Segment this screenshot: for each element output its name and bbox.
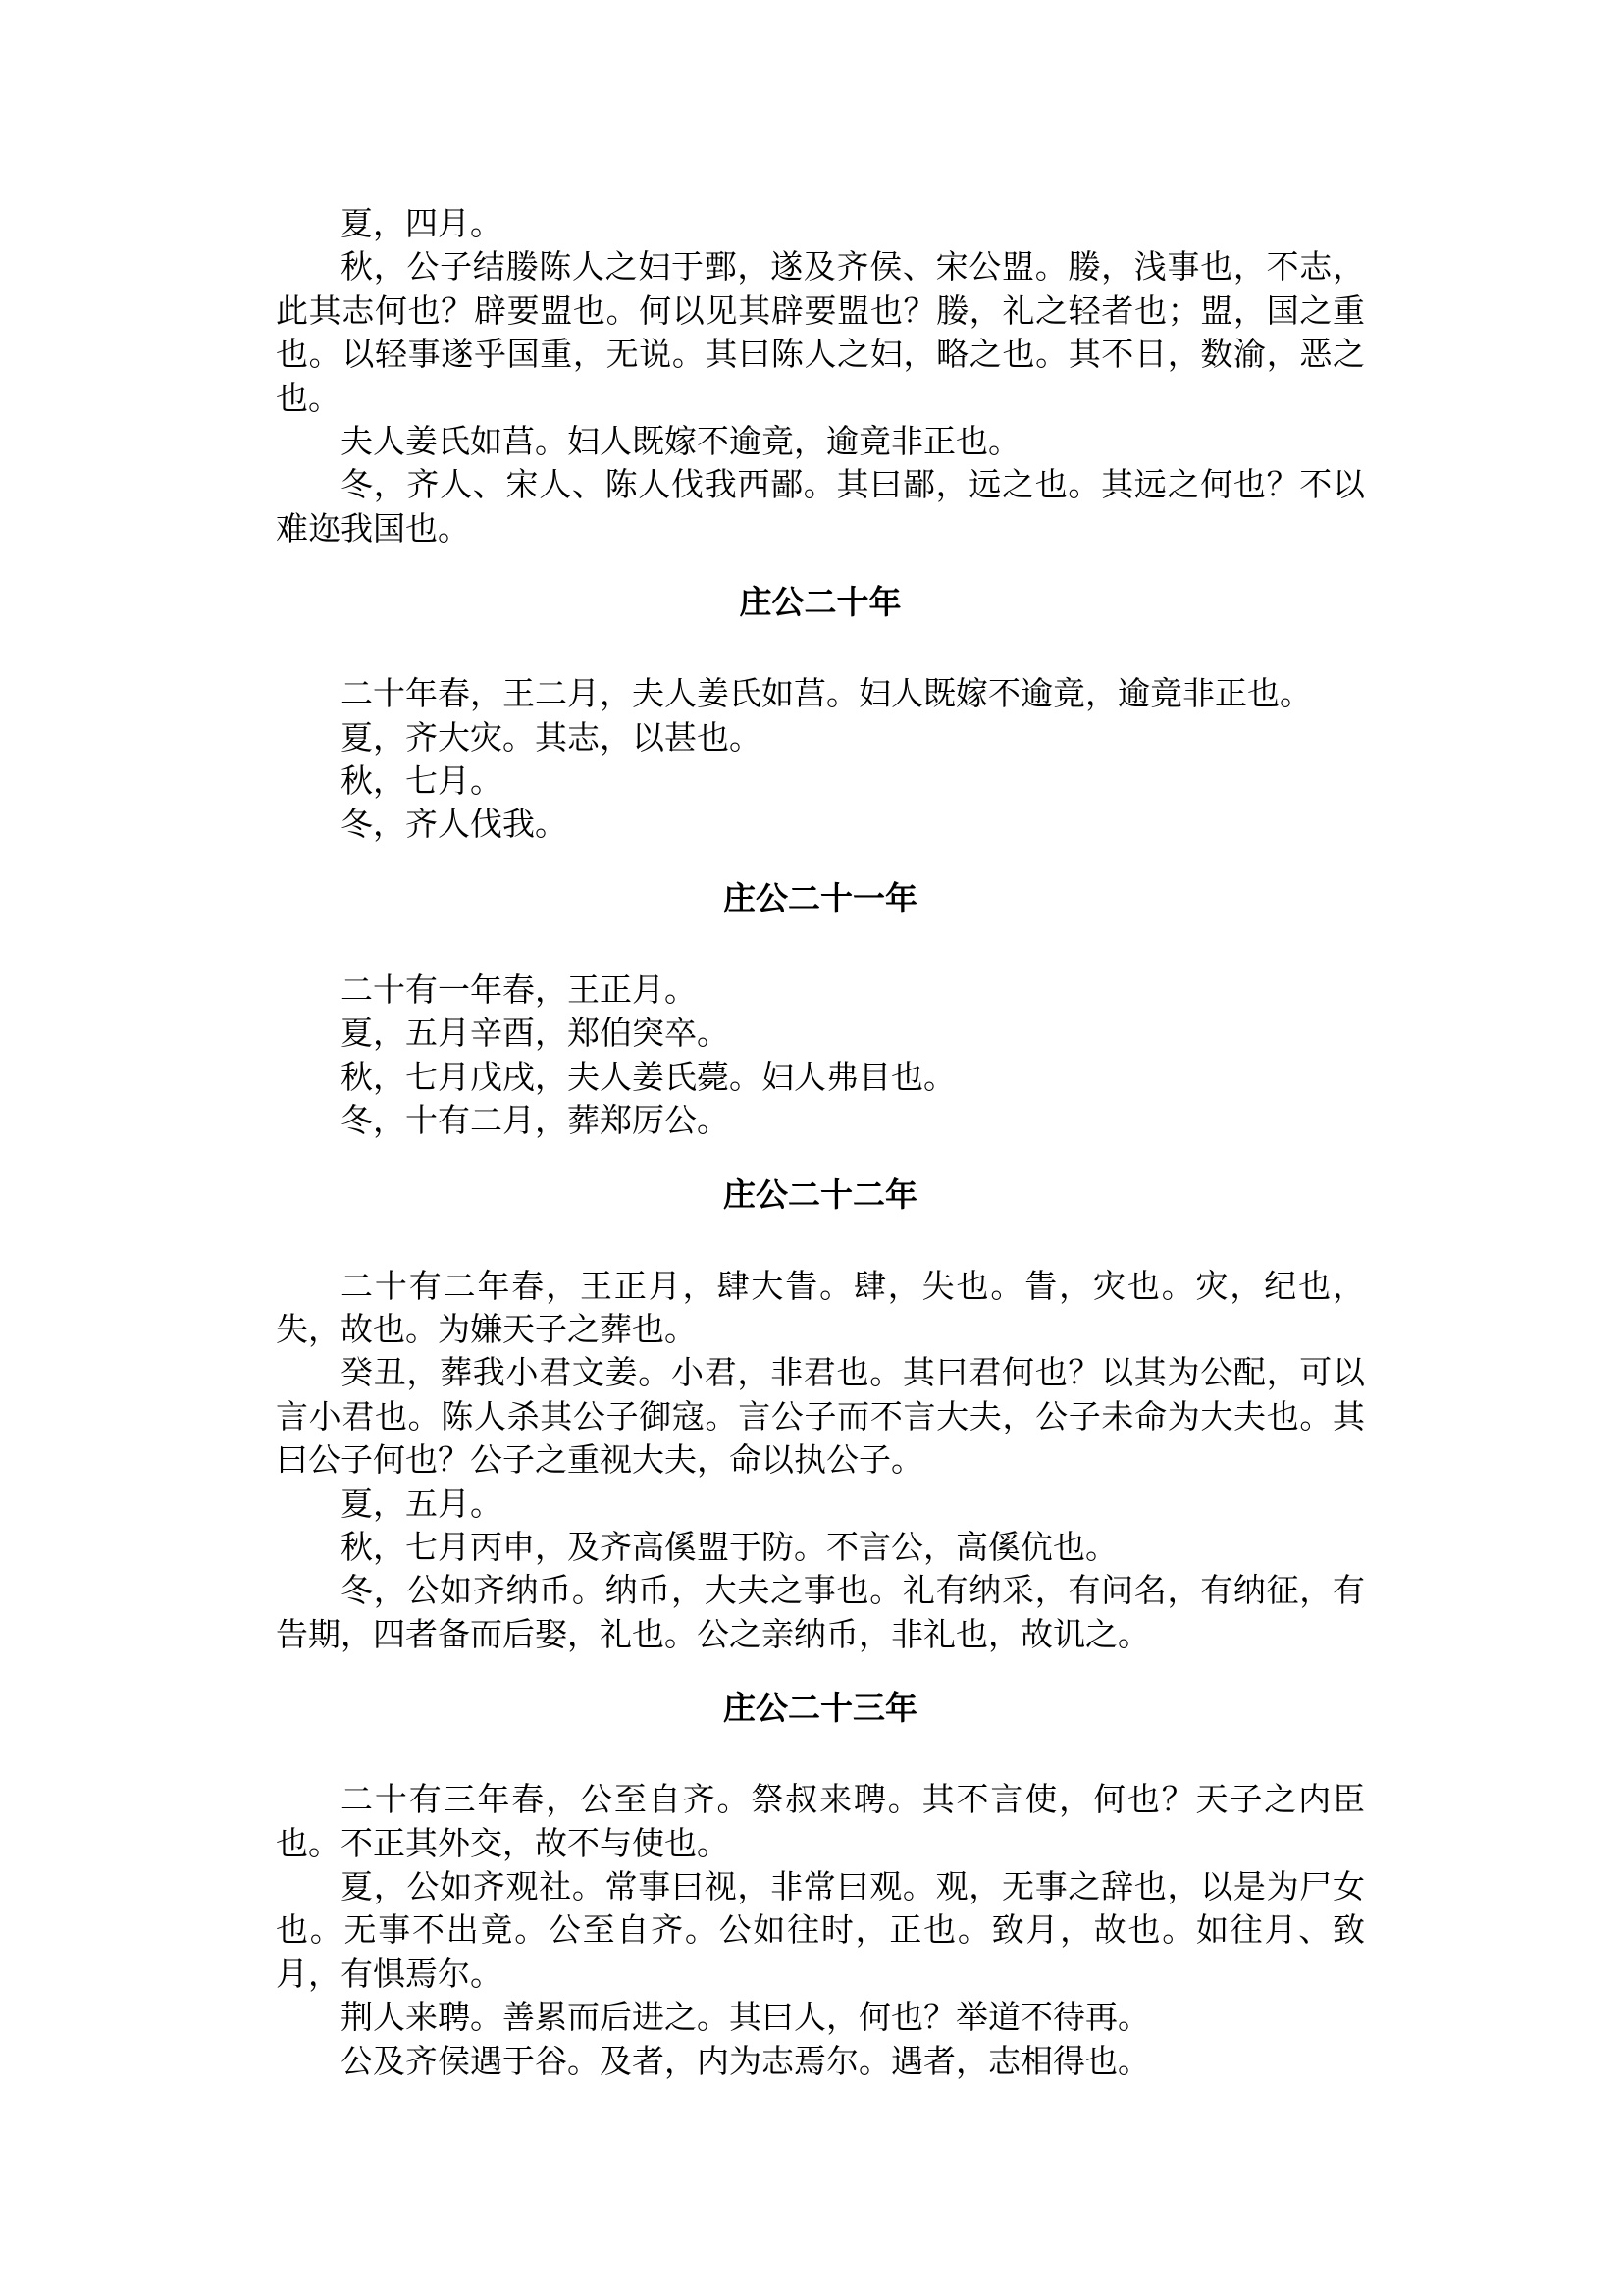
intro-block [276,202,1365,550]
paragraph: 夏，齐大灾。其志，以甚也。 [341,717,761,756]
section-zhuang-20 [276,581,1365,847]
paragraph: 秋，七月丙申，及齐高傒盟于防。不言公，高傒伉也。 [341,1527,1118,1566]
paragraph: 二十有三年春，公至自齐。祭叔来聘。其不言使，何也？天子之内臣也。不正其外交，故不与使也。 [276,1780,1365,1862]
paragraph: 秋，七月戊戌，夫人姜氏薨。妇人弗目也。 [341,1057,956,1096]
paragraph: 冬，公如齐纳币。纳币，大夫之事也。礼有纳采，有问名，有纳征，有告期，四者备而后娶，礼也。公之亲纳币，非礼也，故讥之。 [276,1571,1365,1653]
section-heading: 庄公二十一年 [723,878,917,917]
paragraph: 秋，公子结媵陈人之妇于鄄，遂及齐侯、宋公盟。媵，浅事也，不志，此其志何也？辟要盟也。何以见其辟要盟也？媵，礼之轻者也；盟，国之重也。以轻事遂乎国重，无说。其曰陈人之妇，略之也。其不日，数渝，恶之也。 [276,247,1365,417]
paragraph: 冬，十有二月，葬郑厉公。 [341,1101,729,1140]
section-heading: 庄公二十年 [739,583,902,622]
paragraph: 二十有二年春，王正月，肆大眚。肆，失也。眚，灾也。灾，纪也，失，故也。为嫌天子之葬也。 [276,1266,1365,1348]
section-heading: 庄公二十二年 [723,1174,917,1214]
paragraph: 荆人来聘。善累而后进之。其曰人，何也？举道不待再。 [341,1998,1150,2037]
document-body [276,202,1365,2083]
paragraph: 秋，七月。 [341,761,502,801]
paragraph: 冬，齐人伐我。 [341,805,567,844]
paragraph: 夏，公如齐观社。常事曰视，非常曰观。观，无事之辞也，以是为尸女也。无事不出竟。公至自齐。公如往时，正也。致月，故也。如往月、致月，有惧焉尔。 [276,1866,1365,1993]
paragraph: 癸丑，葬我小君文姜。小君，非君也。其曰君何也？以其为公配，可以言小君也。陈人杀其公子御寇。言公子而不言大夫，公子未命为大夫也。其曰公子何也？公子之重视大夫，命以执公子。 [276,1353,1365,1480]
section-zhuang-22 [276,1173,1365,1657]
paragraph: 二十年春，王二月，夫人姜氏如莒。妇人既嫁不逾竟，逾竟非正也。 [341,674,1312,713]
paragraph: 夏，四月。 [341,204,502,242]
section-zhuang-23 [276,1687,1365,2083]
section-zhuang-21 [276,877,1365,1143]
section-heading: 庄公二十三年 [723,1689,917,1728]
paragraph: 夏，五月。 [341,1484,502,1523]
paragraph: 夫人姜氏如莒。妇人既嫁不逾竟，逾竟非正也。 [341,422,1021,461]
paragraph: 夏，五月辛酉，郑伯突卒。 [341,1014,729,1053]
paragraph: 二十有一年春，王正月。 [341,969,697,1009]
paragraph: 冬，齐人、宋人、陈人伐我西鄙。其曰鄙，远之也。其远之何也？不以难迩我国也。 [276,465,1365,547]
paragraph: 公及齐侯遇于谷。及者，内为志焉尔。遇者，志相得也。 [341,2041,1150,2080]
